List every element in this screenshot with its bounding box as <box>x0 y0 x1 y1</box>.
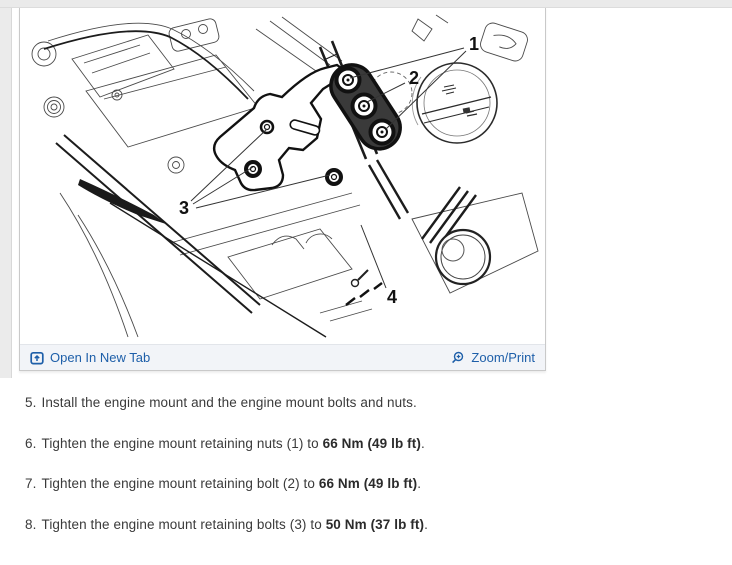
retaining-bolt-2-middle <box>353 95 376 118</box>
step-item-8 <box>25 517 428 532</box>
magnifier-zoom-icon <box>451 351 465 365</box>
engine-mount-diagram <box>20 7 545 344</box>
step-text-end: . <box>424 517 428 532</box>
loose-bolt-detail <box>346 270 382 305</box>
callout-4: 4 <box>386 287 398 307</box>
retaining-nut-1-bottom <box>371 121 394 144</box>
step-item-6 <box>25 436 425 451</box>
step-number: 6. <box>25 436 37 451</box>
retaining-nut-1-top <box>337 69 360 92</box>
viewer-footer-bar <box>20 344 545 370</box>
step-text: Tighten the engine mount retaining bolts (3) to <box>41 517 326 532</box>
callout-3: 3 <box>178 198 190 218</box>
callout-2: 2 <box>408 68 420 88</box>
step-torque-value: 50 Nm (37 lb ft) <box>325 517 425 532</box>
round-port <box>436 230 490 284</box>
zoom-print-link[interactable] <box>451 350 535 365</box>
step-item-5 <box>25 395 417 410</box>
image-viewer-panel <box>19 7 546 371</box>
zoom-print-label: Zoom/Print <box>471 350 535 365</box>
step-torque-value: 66 Nm (49 lb ft) <box>322 436 421 451</box>
coolant-cap <box>417 63 497 143</box>
step-number: 5. <box>25 395 37 410</box>
open-in-new-tab-label: Open In New Tab <box>50 350 151 365</box>
step-text-end: . <box>420 436 425 451</box>
open-in-new-tab-icon <box>30 351 44 365</box>
step-text: Tighten the engine mount retaining nuts (1) to <box>41 436 323 451</box>
step-text: Install the engine mount and the engine mount bolts and nuts. <box>41 395 417 410</box>
step-number: 8. <box>25 517 37 532</box>
callout-1: 1 <box>468 34 480 54</box>
step-text: Tighten the engine mount retaining bolt (2) to <box>41 476 319 491</box>
step-item-7 <box>25 476 421 491</box>
step-number: 7. <box>25 476 37 491</box>
left-scrollbar-gutter <box>0 0 12 378</box>
step-text-end: . <box>417 476 422 491</box>
top-gutter <box>0 0 732 8</box>
step-torque-value: 66 Nm (49 lb ft) <box>318 476 418 491</box>
open-in-new-tab-link[interactable] <box>30 350 150 365</box>
engine-diagram-svg <box>20 7 545 344</box>
